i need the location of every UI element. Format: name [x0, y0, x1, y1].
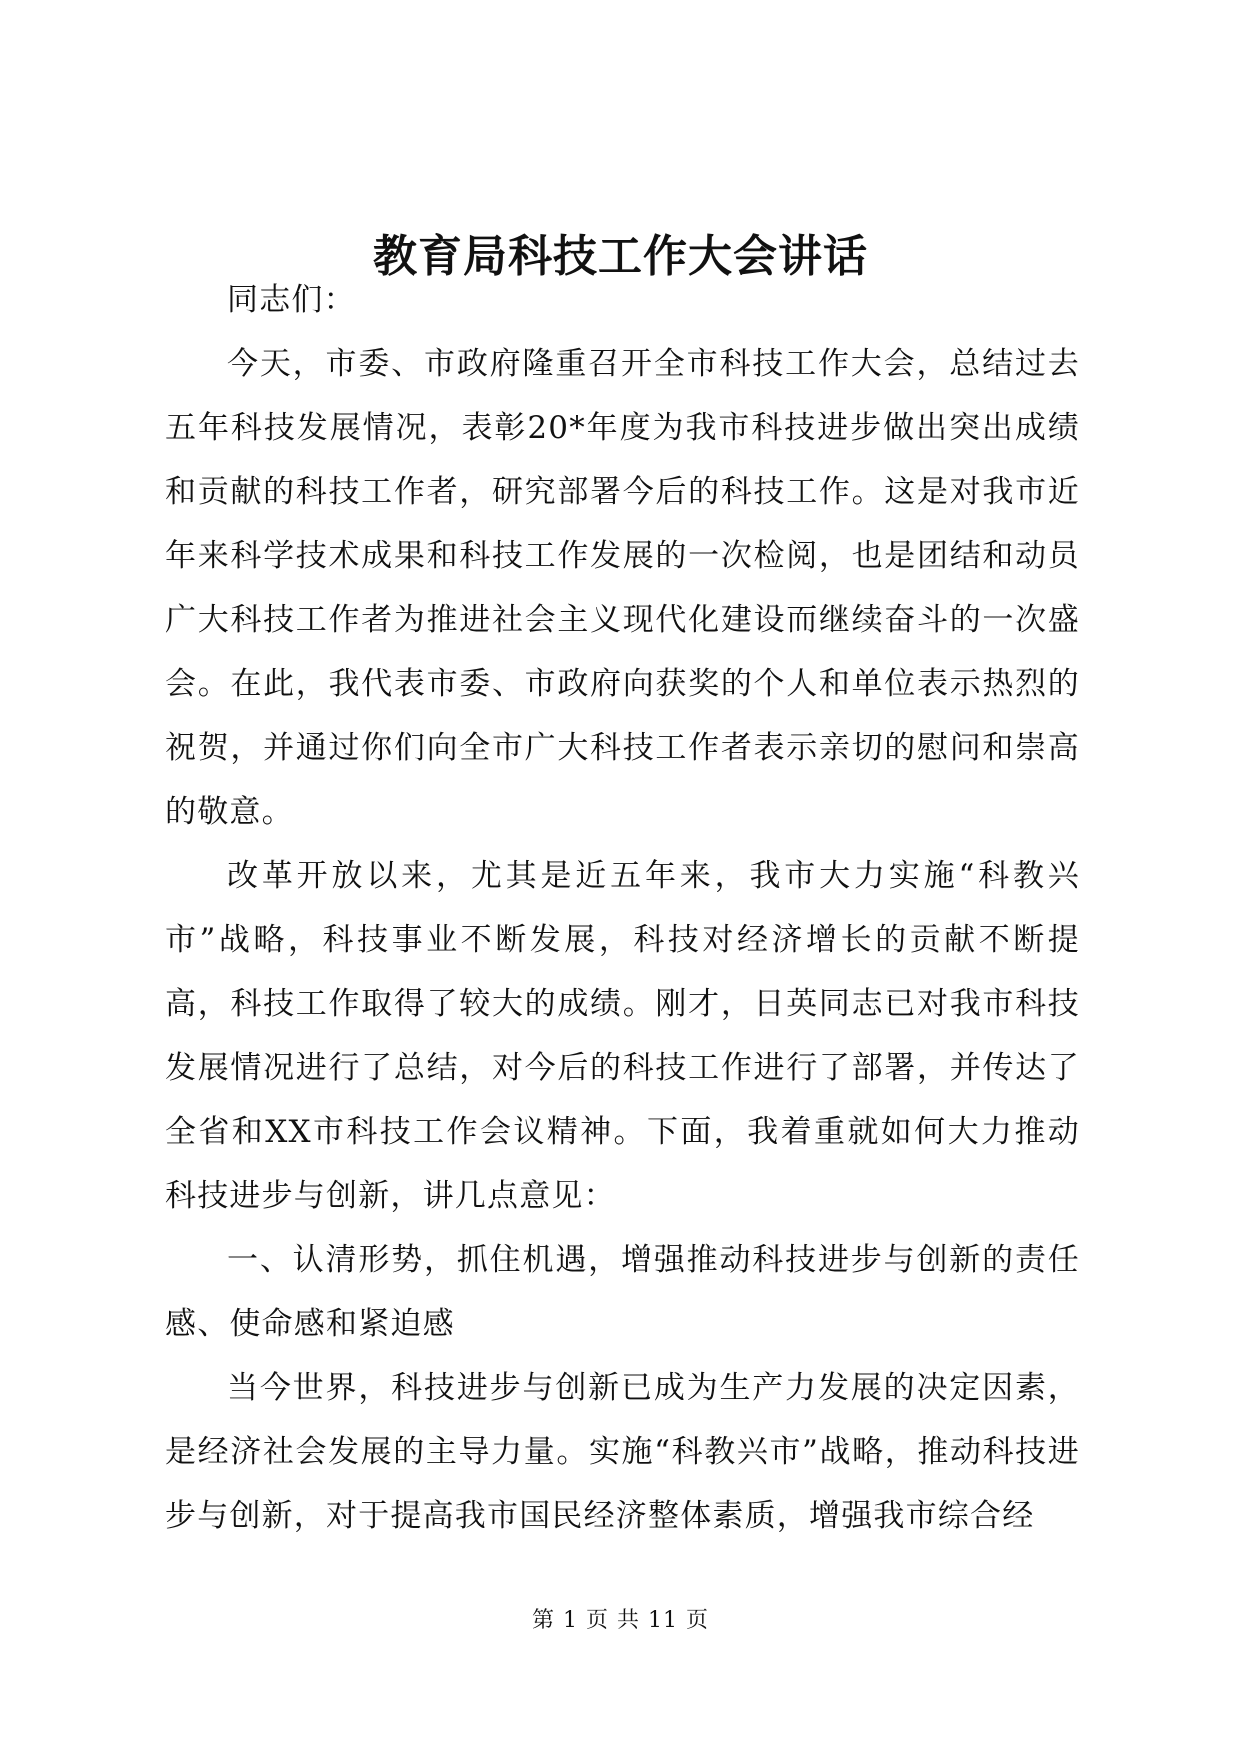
page-footer: 第 1 页 共 11 页 — [532, 1608, 709, 1633]
paragraph-2: 改革开放以来，尤其是近五年来，我市大力实施“科教兴市”战略，科技事业不断发展，科技对经济增长的贡献不断提高，科技工作取得了较大的成绩。刚才，日英同志已对我市科技发展情况进行了总结，对今后的科技工作进行了部署，并传达了全省和XX市科技工作会议精神。下面，我着重就如何大力推动科技进步与创新，讲几点意见： — [165, 858, 1080, 1214]
paragraph-3: 当今世界，科技进步与创新已成为生产力发展的决定因素，是经济社会发展的主导力量。实施“科教兴市”战略，推动科技进步与创新，对于提高我市国民经济整体素质，增强我市综合经 — [165, 1370, 1080, 1534]
document-title: 教育局科技工作大会讲话 — [373, 231, 868, 282]
salutation: 同志们： — [227, 282, 356, 318]
paragraph-1: 今天，市委、市政府隆重召开全市科技工作大会，总结过去五年科技发展情况，表彰20*年度为我市科技进步做出突出成绩和贡献的科技工作者，研究部署今后的科技工作。这是对我市近年来科学技术成果和科技工作发展的一次检阅，也是团结和动员广大科技工作者为推进社会主义现代化建设而继续奋斗的一次盛会。在此，我代表市委、市政府向获奖的个人和单位表示热烈的祝贺，并通过你们向全市广大科技工作者表示亲切的慰问和崇高的敬意。 — [165, 346, 1080, 830]
section-heading-1: 一、认清形势，抓住机遇，增强推动科技进步与创新的责任感、使命感和紧迫感 — [165, 1242, 1080, 1342]
document-body — [165, 268, 1080, 1548]
